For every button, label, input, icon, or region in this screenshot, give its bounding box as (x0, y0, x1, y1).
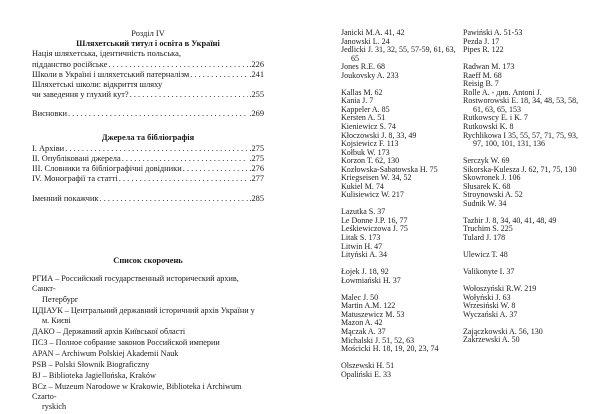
index-entry-text: Skowronek J. 106 (463, 173, 521, 183)
letter-group (463, 251, 588, 260)
index-entry-text: Serczyk W. 69 (463, 156, 510, 166)
leader-dots (65, 144, 248, 154)
index-entry-text: Pezda J. 17 (463, 36, 500, 46)
index-entry-text: Korzon T. 62, 130 (341, 156, 400, 166)
index-entry-text: Janicki M.A. 41, 42 (341, 28, 405, 37)
index-entry-text: Le Donne J.P. 16, 77 (341, 215, 408, 225)
index-entry-text: Rutkowscy E. i K. 7 (463, 113, 528, 123)
abbreviation-line-continued: Петербург (42, 294, 79, 304)
toc-chapter[interactable] (32, 49, 264, 69)
index-entry-text: Raeff M. 68 (463, 70, 502, 80)
section-title: Шляхетський титул і освіта в Україні (76, 39, 220, 49)
index-entry-text: Rolle A. - див. Antoni J. (463, 87, 542, 97)
abbreviation-item (32, 338, 264, 348)
toc-source-entry[interactable] (32, 144, 264, 154)
index-entry-continuation: 61, 63, 65, 153 (473, 104, 521, 114)
index-entry[interactable] (341, 191, 453, 200)
index-entry-text: Kukiel M. 74 (341, 181, 384, 191)
abbreviation-item (32, 327, 264, 337)
abbreviation-line: ПСЗ – Полное собрание законов Российской империи (32, 337, 220, 347)
letter-group (463, 285, 588, 319)
index-entry-text: Lazutka S. 37 (341, 207, 386, 217)
index-entry[interactable] (463, 251, 588, 260)
toc-source-entry[interactable] (32, 174, 264, 184)
index-entry-text: Kriegseisen W. 34, 52 (341, 173, 412, 183)
name-index-column-2 (463, 29, 588, 345)
letter-group (341, 208, 453, 259)
toc-entry-title: Висновки (32, 109, 67, 119)
index-entry-text: Kania J. 7 (341, 96, 374, 106)
index-entry-text: Kulisiewicz W. 217 (341, 190, 404, 200)
index-entry-text: Wrzesiński W. 8 (463, 301, 516, 311)
index-entry-text: Kieniewicz S. 74 (341, 121, 396, 131)
abbreviation-line: APAN – Archiwum Polskiej Akademii Nauk (32, 348, 179, 358)
index-entry[interactable] (463, 200, 588, 209)
index-entry-text: Tazbir J. 8, 34, 40, 41, 48, 49 (463, 215, 557, 225)
abbreviation-item (32, 382, 264, 413)
section-label: Розділ IV (131, 29, 165, 38)
abbreviation-item (32, 349, 264, 359)
index-entry-text: Pipes R. 122 (463, 45, 504, 55)
leader-dots (119, 174, 249, 184)
index-entry-text: Janowski L. 24 (341, 36, 390, 46)
index-entry[interactable] (463, 311, 588, 320)
letter-group (463, 328, 588, 345)
letter-group (341, 362, 453, 379)
toc-page-number: .276 (249, 164, 264, 174)
index-entry-continuation: 97, 100, 101, 131, 136 (473, 139, 545, 149)
letter-group (341, 268, 453, 285)
index-entry[interactable] (463, 268, 588, 277)
index-entry-text: Mączak A. 37 (341, 326, 386, 336)
index-entry-text: Opaliński E. 33 (341, 369, 391, 379)
abbreviation-item (32, 360, 264, 370)
leader-dots (190, 70, 248, 80)
letter-group (341, 89, 453, 200)
index-entry-text: Jedlicki J. 31, 32, 55, 57-59, 61, 63, (341, 45, 456, 55)
index-entry-text: Mościcki H. 18, 19, 20, 23, 74 (341, 344, 439, 354)
toc-chapter-line: чи заведення у глухий кут? (32, 90, 129, 100)
letter-group (341, 28, 456, 80)
index-entry-text: Kłoczowski J. 8, 33, 49 (341, 130, 417, 140)
index-entry-text: Matuszewicz M. 53 (341, 309, 405, 319)
index-entry[interactable] (341, 45, 456, 63)
toc-page-number: .277 (249, 174, 264, 184)
index-entry-text: Leśkiewiczowa J. 75 (341, 224, 408, 234)
letter-group (463, 157, 588, 208)
name-index-column-1 (341, 28, 456, 379)
index-entry-text: Zakrzewski A. 50 (463, 335, 520, 345)
toc-entry-title: I. Архіви (32, 143, 65, 153)
toc-chapter[interactable] (32, 80, 264, 100)
toc-index[interactable] (32, 194, 264, 204)
toc-chapter[interactable] (32, 70, 264, 80)
index-entry[interactable] (463, 97, 588, 114)
index-entry-text: Martin A.M. 122 (341, 301, 396, 311)
index-entry-text: Zajączkowski A. 56, 130 (463, 326, 543, 336)
abbreviation-line: РГИА – Российский государственный исторический архив, Санкт- (32, 274, 239, 294)
index-entry-text: Michalski J. 51, 52, 63 (341, 335, 415, 345)
toc-page-number: .275 (249, 143, 264, 153)
index-entry[interactable] (463, 46, 588, 55)
toc-page-number: .255 (249, 90, 264, 100)
index-entry-text: Rostworowski E. 18, 34, 48, 53, 58, (463, 96, 579, 106)
toc-source-entry[interactable] (32, 164, 264, 174)
abbreviation-line-continued: ryskich (42, 402, 67, 412)
index-entry-text: Wołoszyński R.W. 219 (463, 284, 537, 294)
index-entry-text: Kallas M. 62 (341, 87, 383, 97)
index-entry[interactable] (463, 234, 588, 243)
letter-group (341, 294, 453, 354)
index-entry[interactable] (463, 336, 588, 345)
letter-group (463, 217, 588, 243)
toc-page-number: .285 (249, 193, 264, 203)
index-entry-text: Reisig B. 7 (463, 79, 499, 89)
leader-dots (130, 90, 249, 100)
index-entry-text: Pawiński A. 51-53 (463, 28, 523, 37)
index-entry-text: Kozłowska-Sabatowska H. 75 (341, 164, 438, 174)
toc-page-number: .269 (249, 109, 264, 119)
index-entry-text: Malec J. 50 (341, 292, 379, 302)
index-entry-text: Joukovsky A. 233 (341, 70, 399, 80)
toc-page-number: .275 (249, 154, 264, 164)
index-entry-text: Rychlikowa I 35, 55, 57, 71, 75, 93, (463, 130, 579, 140)
toc-chapter-line: Нація шляхетська, ідентичність польська, (32, 49, 181, 59)
index-entry-text: Lityński A. 34 (341, 250, 388, 260)
toc-entry-title: II. Опубліковані джерела (32, 154, 121, 164)
letter-group (463, 29, 588, 55)
letter-group (463, 63, 588, 148)
index-entry-text: Wyczański A. 37 (463, 309, 518, 319)
letter-group (463, 268, 588, 277)
leader-dots (183, 164, 249, 174)
abbreviation-item (32, 371, 264, 381)
leader-dots (122, 154, 249, 164)
abbreviation-line: PSB – Polski Słownik Biograficzny (32, 359, 150, 369)
index-entry[interactable] (341, 371, 453, 380)
left-page (32, 0, 264, 413)
toc-entry-title: IV. Монографії та статті (32, 174, 118, 184)
index-entry-text: Kojsiewicz F. 113 (341, 139, 399, 149)
abbreviation-line-continued: м. Києві (42, 316, 71, 326)
index-entry-text: Kołbuk W. 173 (341, 147, 390, 157)
leader-dots (108, 60, 248, 70)
toc-entry-title: Іменний покажчик (32, 193, 99, 203)
index-entry[interactable] (341, 251, 453, 260)
index-entry-text: Radwan M. 173 (463, 62, 515, 72)
abbreviation-line: ЦДІАУК – Центральний державний історичний архів України у (32, 305, 255, 315)
index-entry-text: Sudnik W. 34 (463, 198, 507, 208)
index-entry-text: Litak S. 173 (341, 233, 381, 243)
abbreviation-item (32, 274, 264, 305)
abbreviation-line: BJ – Biblioteka Jagiellońska, Kraków (32, 370, 156, 380)
index-entry-text: Łojek J. 18, 92 (341, 267, 389, 277)
index-entry-text: Stroynowski A. 52 (463, 190, 523, 200)
index-entry[interactable] (341, 277, 453, 286)
abbreviation-line: ДАКО – Державний архів Київської області (32, 327, 186, 337)
index-entry-text: Kappeler A. 85 (341, 104, 390, 114)
index-entry-text: Litwin H. 47 (341, 241, 383, 251)
abbreviations-heading: Список скорочень (113, 255, 183, 265)
index-entry[interactable] (341, 345, 453, 354)
index-entry-text: Słusarek K. 68 (463, 181, 511, 191)
toc-chapter-line: Шляхетські школи: відкриття шляху (32, 80, 163, 90)
index-entry-text: Valikonyte I. 37 (463, 267, 515, 277)
index-entry-text: Rutkowski K. 8 (463, 121, 514, 131)
leader-dots (68, 109, 248, 119)
index-entry-text: Mazon A. 42 (341, 318, 383, 328)
index-entry-text: Jones R.E. 68 (341, 62, 385, 72)
index-entry-continuation: 65 (351, 53, 359, 63)
index-entry-text: Truchim S. 225 (463, 224, 513, 234)
index-entry-text: Olszewski H. 51 (341, 361, 395, 371)
toc-page-number: .226 (249, 59, 264, 69)
leader-dots (100, 194, 249, 204)
index-entry[interactable] (341, 72, 453, 81)
toc-conclusions[interactable] (32, 109, 264, 119)
toc-chapter-line: підданство російське (32, 59, 108, 69)
index-entry-text: Sikorska-Kulesza J. 62, 71, 75, 130 (463, 164, 577, 174)
toc-source-entry[interactable] (32, 154, 264, 164)
abbreviation-line: BCz – Muzeum Narodowe w Krakowie, Biblioteka i Archiwum Czarto- (32, 381, 242, 402)
index-entry-text: Wołyński J. 63 (463, 292, 511, 302)
abbreviation-item (32, 306, 264, 327)
index-entry[interactable] (463, 132, 588, 149)
abbreviations-list (32, 274, 264, 413)
toc-entry-title: III. Словники та бібліографічні довідники (32, 164, 182, 174)
index-entry-text: Łowmiański H. 37 (341, 275, 401, 285)
index-entry-text: Ulewicz T. 48 (463, 250, 508, 260)
toc-page-number: .241 (249, 69, 264, 79)
toc-chapter-line: Школи в Україні і шляхетський патерналізм (32, 69, 190, 79)
index-entry-text: Tulard J. 178 (463, 232, 506, 242)
sources-heading: Джерела та бібліографія (101, 132, 195, 142)
index-entry-text: Kersten A. 51 (341, 113, 386, 123)
